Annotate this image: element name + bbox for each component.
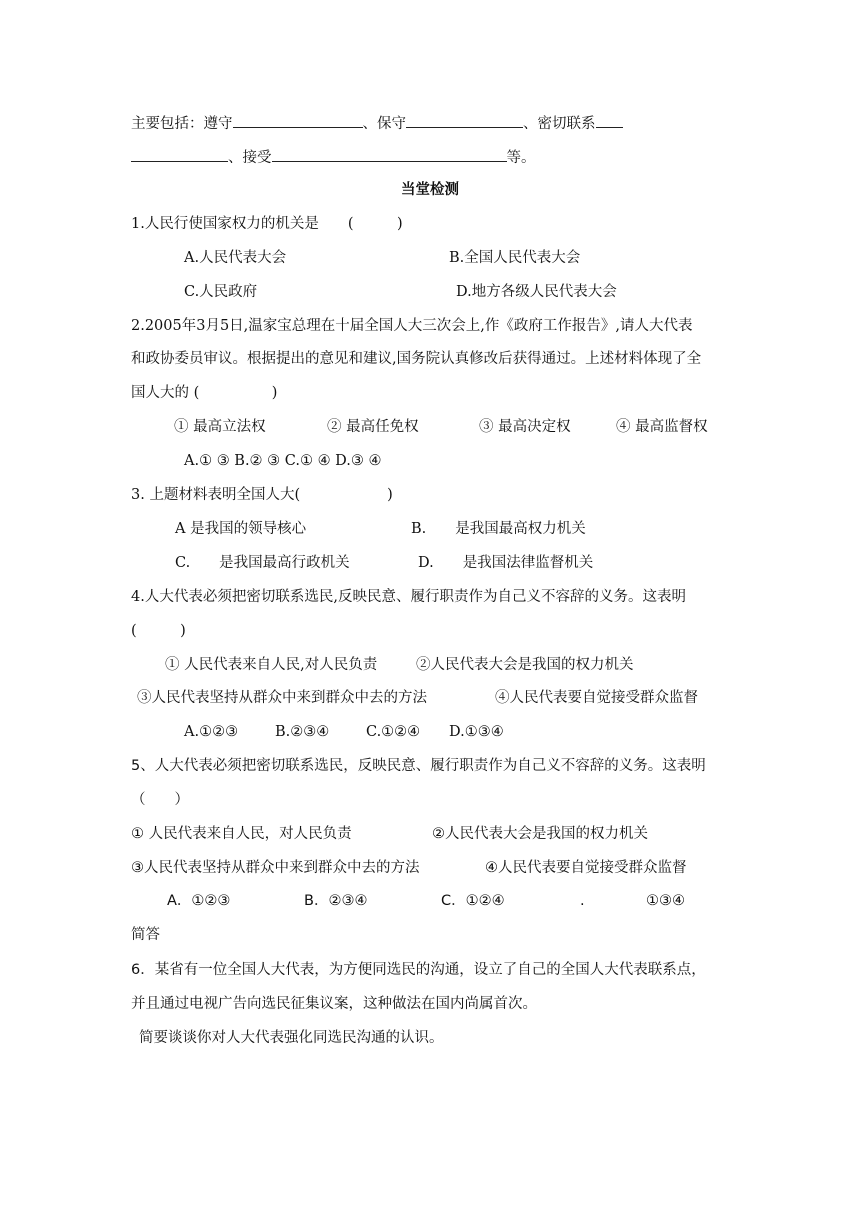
blank-4[interactable] — [131, 146, 228, 162]
intro-line-2 — [131, 146, 536, 168]
q2-statement-1: ① 最高立法权 — [174, 419, 266, 435]
q5-option-c[interactable]: C．①②④ — [441, 893, 505, 909]
q4-statement-1: ① 人民代表来自人民,对人民负责 — [165, 657, 378, 673]
q3-option-a[interactable]: A 是我国的领导核心 — [175, 521, 307, 537]
q6-line-2: 并且通过电视广告向选民征集议案，这种做法在国内尚属首次。 — [131, 996, 537, 1012]
q5-statement-1: ① 人民代表来自人民，对人民负责 — [131, 826, 352, 842]
q2-line-2: 和政协委员审议。根据提出的意见和建议,国务院认真修改后获得通过。上述材料体现了全 — [131, 351, 702, 367]
intro-text-3: 、密切联系 — [523, 116, 596, 132]
blank-1[interactable] — [233, 112, 363, 128]
q5-statement-4: ④人民代表要自觉接受群众监督 — [485, 860, 687, 876]
q2-statement-3: ③ 最高决定权 — [479, 419, 571, 435]
q4-option-a[interactable]: A.①②③ — [184, 724, 239, 740]
q2-statement-4: ④ 最高监督权 — [616, 419, 708, 435]
q1-stem: 1.人民行使国家权力的机关是 ( ) — [131, 216, 403, 232]
q4-line-1: 4.人大代表必须把密切联系选民,反映民意、履行职责作为自己义不容辞的义务。这表明 — [131, 589, 686, 605]
q3-option-d[interactable]: D. 是我国法律监督机关 — [418, 555, 594, 571]
q5-option-b[interactable]: B．②③④ — [304, 893, 368, 909]
q6-line-1: 6．某省有一位全国人大代表，为方便同选民的沟通，设立了自己的全国人大代表联系点， — [131, 962, 706, 978]
q4-statement-2: ②人民代表大会是我国的权力机关 — [416, 657, 634, 673]
q3-stem: 3. 上题材料表明全国人大( ) — [131, 487, 393, 503]
q4-option-c[interactable]: C.①②④ — [366, 724, 421, 740]
section-heading: 当堂检测 — [401, 182, 459, 198]
q2-answer-options[interactable]: A.① ③ B.② ③ C.① ④ D.③ ④ — [184, 453, 382, 469]
q4-statement-3: ③人民代表坚持从群众中来到群众中去的方法 — [137, 690, 427, 706]
intro-text-5: 等。 — [506, 150, 536, 166]
q1-option-a[interactable]: A.人民代表大会 — [184, 250, 287, 266]
blank-5[interactable] — [272, 146, 507, 162]
q1-option-d[interactable]: D.地方各级人民代表大会 — [456, 284, 617, 300]
q1-option-b[interactable]: B.全国人民代表大会 — [449, 250, 581, 266]
short-answer-heading: 简答 — [131, 927, 160, 943]
q5-option-d[interactable]: ①③④ — [646, 893, 685, 909]
q5-statement-3: ③人民代表坚持从群众中来到群众中去的方法 — [131, 860, 420, 876]
q2-statement-2: ② 最高任免权 — [327, 419, 419, 435]
q4-statement-4: ④人民代表要自觉接受群众监督 — [495, 690, 698, 706]
blank-3[interactable] — [596, 112, 623, 128]
q2-line-3: 国人大的 ( ) — [131, 385, 278, 401]
intro-text-4: 、接受 — [228, 150, 272, 166]
q1-option-c[interactable]: C.人民政府 — [184, 284, 258, 300]
q6-line-3: 简要谈谈你对人大代表强化同选民沟通的认识。 — [139, 1030, 444, 1046]
q5-option-a[interactable]: A．①②③ — [167, 893, 231, 909]
q3-option-b[interactable]: B. 是我国最高权力机关 — [411, 521, 586, 537]
q2-line-1: 2.2005年3月5日,温家宝总理在十届全国人大三次会上,作《政府工作报告》,请人大代表 — [131, 318, 693, 334]
intro-text-2: 、保守 — [362, 116, 406, 132]
q4-line-2: ( ) — [131, 623, 186, 639]
q5-line-2: （ ） — [131, 792, 189, 808]
q5-option-d-dot: . — [580, 893, 585, 909]
intro-line-1 — [131, 112, 623, 134]
blank-2[interactable] — [406, 112, 523, 128]
q4-option-d[interactable]: D.①③④ — [449, 724, 504, 740]
q5-statement-2: ②人民代表大会是我国的权力机关 — [432, 826, 648, 842]
q4-option-b[interactable]: B.②③④ — [275, 724, 330, 740]
intro-text-1: 主要包括：遵守 — [131, 116, 233, 132]
q3-option-c[interactable]: C. 是我国最高行政机关 — [175, 555, 350, 571]
q5-line-1: 5、人大代表必须把密切联系选民，反映民意、履行职责作为自己义不容辞的义务。这表明 — [131, 758, 706, 774]
